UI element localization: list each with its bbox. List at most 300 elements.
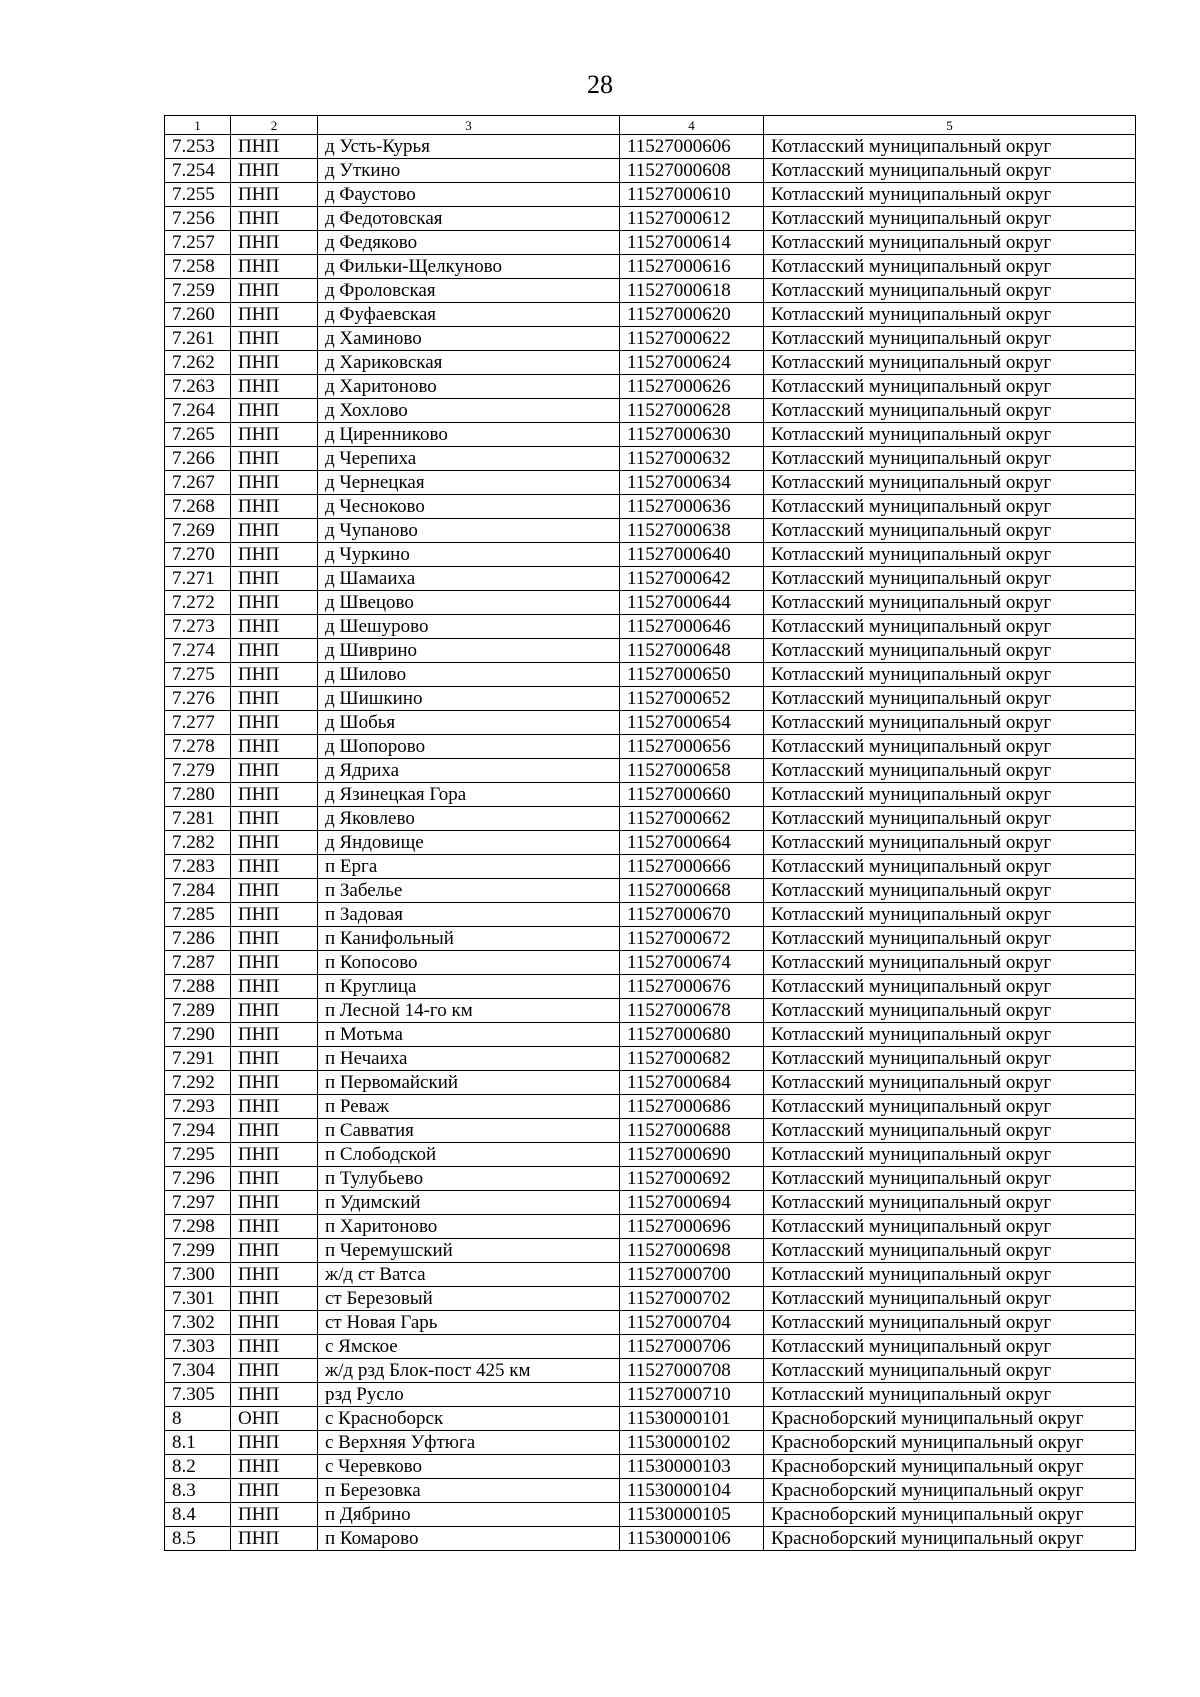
settlement-name-cell: д Хариковская [318,351,620,375]
settlement-name-cell: п Савватия [318,1119,620,1143]
settlement-type-cell: ПНП [231,351,318,375]
table-row [165,519,1136,543]
settlement-name-cell: д Шишкино [318,687,620,711]
settlement-name-cell: п Березовка [318,1479,620,1503]
oktmo-code-cell: 11530000104 [620,1479,764,1503]
column-header-3: 3 [318,116,620,135]
settlement-name-cell: д Чупаново [318,519,620,543]
settlement-name-cell: ст Березовый [318,1287,620,1311]
table-row [165,1095,1136,1119]
table-row [165,711,1136,735]
row-number-cell: 8 [165,1407,231,1431]
municipality-cell: Котласский муниципальный округ [764,1047,1136,1071]
column-header-1: 1 [165,116,231,135]
settlement-type-cell: ПНП [231,1095,318,1119]
oktmo-code-cell: 11527000664 [620,831,764,855]
column-header-2: 2 [231,116,318,135]
oktmo-code-cell: 11527000652 [620,687,764,711]
table-row [165,279,1136,303]
row-number-cell: 7.284 [165,879,231,903]
settlement-type-cell: ПНП [231,783,318,807]
municipality-cell: Котласский муниципальный округ [764,855,1136,879]
oktmo-code-cell: 11527000606 [620,135,764,159]
settlement-type-cell: ПНП [231,687,318,711]
settlement-name-cell: п Лесной 14-го км [318,999,620,1023]
oktmo-code-cell: 11527000696 [620,1215,764,1239]
settlement-name-cell: д Харитоново [318,375,620,399]
municipality-cell: Котласский муниципальный округ [764,927,1136,951]
settlement-type-cell: ПНП [231,831,318,855]
oktmo-code-cell: 11527000706 [620,1335,764,1359]
oktmo-code-cell: 11527000636 [620,495,764,519]
municipality-cell: Котласский муниципальный округ [764,975,1136,999]
table-row [165,1335,1136,1359]
settlement-type-cell: ПНП [231,423,318,447]
table-row [165,375,1136,399]
settlement-type-cell: ПНП [231,1191,318,1215]
municipality-cell: Котласский муниципальный округ [764,471,1136,495]
settlement-name-cell: д Шопорово [318,735,620,759]
table-row [165,783,1136,807]
oktmo-code-cell: 11527000656 [620,735,764,759]
settlement-type-cell: ПНП [231,1215,318,1239]
settlement-type-cell: ПНП [231,807,318,831]
oktmo-code-cell: 11527000708 [620,1359,764,1383]
table-row [165,855,1136,879]
oktmo-code-cell: 11527000702 [620,1287,764,1311]
settlement-name-cell: д Швецово [318,591,620,615]
oktmo-code-cell: 11527000640 [620,543,764,567]
row-number-cell: 7.254 [165,159,231,183]
row-number-cell: 7.300 [165,1263,231,1287]
table-row [165,231,1136,255]
row-number-cell: 7.290 [165,1023,231,1047]
page-number: 28 [587,70,613,99]
municipality-cell: Красноборский муниципальный округ [764,1479,1136,1503]
municipality-cell: Котласский муниципальный округ [764,351,1136,375]
table-row [165,495,1136,519]
table-row [165,1023,1136,1047]
table-row [165,999,1136,1023]
oktmo-code-cell: 11527000678 [620,999,764,1023]
row-number-cell: 7.305 [165,1383,231,1407]
settlement-name-cell: п Слободской [318,1143,620,1167]
row-number-cell: 7.275 [165,663,231,687]
settlement-type-cell: ПНП [231,1455,318,1479]
settlement-type-cell: ПНП [231,927,318,951]
row-number-cell: 7.278 [165,735,231,759]
municipality-cell: Котласский муниципальный округ [764,135,1136,159]
settlement-name-cell: д Фроловская [318,279,620,303]
oktmo-code-cell: 11527000654 [620,711,764,735]
settlement-type-cell: ПНП [231,447,318,471]
settlement-type-cell: ПНП [231,1383,318,1407]
settlement-name-cell: д Фаустово [318,183,620,207]
table-row [165,1479,1136,1503]
municipality-cell: Котласский муниципальный округ [764,183,1136,207]
row-number-cell: 7.263 [165,375,231,399]
row-number-cell: 8.1 [165,1431,231,1455]
settlement-type-cell: ПНП [231,1359,318,1383]
municipality-cell: Котласский муниципальный округ [764,831,1136,855]
row-number-cell: 7.262 [165,351,231,375]
table-row [165,1359,1136,1383]
oktmo-code-cell: 11527000684 [620,1071,764,1095]
municipality-cell: Котласский муниципальный округ [764,567,1136,591]
oktmo-code-cell: 11527000612 [620,207,764,231]
settlement-type-cell: ПНП [231,135,318,159]
municipality-cell: Котласский муниципальный округ [764,543,1136,567]
oktmo-code-cell: 11527000618 [620,279,764,303]
oktmo-code-cell: 11527000632 [620,447,764,471]
table-row [165,567,1136,591]
municipality-cell: Котласский муниципальный округ [764,1167,1136,1191]
municipality-cell: Котласский муниципальный округ [764,1071,1136,1095]
oktmo-code-cell: 11527000626 [620,375,764,399]
table-row [165,831,1136,855]
table-row [165,927,1136,951]
table-row [165,303,1136,327]
table-row [165,807,1136,831]
settlement-type-cell: ПНП [231,543,318,567]
oktmo-code-cell: 11527000658 [620,759,764,783]
oktmo-code-cell: 11527000690 [620,1143,764,1167]
settlement-name-cell: д Федотовская [318,207,620,231]
settlement-name-cell: п Круглица [318,975,620,999]
settlement-type-cell: ПНП [231,1503,318,1527]
table-row [165,1239,1136,1263]
municipality-cell: Котласский муниципальный округ [764,663,1136,687]
row-number-cell: 7.271 [165,567,231,591]
municipality-cell: Котласский муниципальный округ [764,1023,1136,1047]
settlement-name-cell: с Ямское [318,1335,620,1359]
oktmo-code-cell: 11527000608 [620,159,764,183]
settlement-name-cell: п Канифольный [318,927,620,951]
municipality-cell: Котласский муниципальный округ [764,783,1136,807]
municipality-cell: Котласский муниципальный округ [764,735,1136,759]
row-number-cell: 7.299 [165,1239,231,1263]
settlement-type-cell: ПНП [231,975,318,999]
settlement-name-cell: д Хохлово [318,399,620,423]
oktmo-code-cell: 11530000103 [620,1455,764,1479]
row-number-cell: 7.286 [165,927,231,951]
settlement-type-cell: ПНП [231,903,318,927]
settlement-name-cell: п Черемушский [318,1239,620,1263]
settlement-type-cell: ПНП [231,759,318,783]
table-row [165,1071,1136,1095]
settlement-type-cell: ПНП [231,207,318,231]
settlement-type-cell: ПНП [231,1071,318,1095]
table-row [165,903,1136,927]
oktmo-code-cell: 11527000674 [620,951,764,975]
oktmo-code-cell: 11527000624 [620,351,764,375]
municipality-cell: Котласский муниципальный округ [764,1383,1136,1407]
settlement-name-cell: д Чесноково [318,495,620,519]
settlement-name-cell: д Чернецкая [318,471,620,495]
municipality-cell: Котласский муниципальный округ [764,1143,1136,1167]
municipality-cell: Красноборский муниципальный округ [764,1503,1136,1527]
settlement-type-cell: ПНП [231,1023,318,1047]
oktmo-code-cell: 11527000662 [620,807,764,831]
row-number-cell: 7.256 [165,207,231,231]
row-number-cell: 7.276 [165,687,231,711]
settlement-name-cell: п Ерга [318,855,620,879]
oktmo-code-cell: 11527000648 [620,639,764,663]
settlement-name-cell: п Тулубьево [318,1167,620,1191]
municipality-cell: Котласский муниципальный округ [764,903,1136,927]
municipality-cell: Котласский муниципальный округ [764,1095,1136,1119]
row-number-cell: 7.304 [165,1359,231,1383]
table-row [165,447,1136,471]
oktmo-code-cell: 11527000614 [620,231,764,255]
settlement-name-cell: д Фильки-Щелкуново [318,255,620,279]
row-number-cell: 7.292 [165,1071,231,1095]
settlement-type-cell: ПНП [231,567,318,591]
municipality-cell: Котласский муниципальный округ [764,207,1136,231]
settlement-name-cell: с Красноборск [318,1407,620,1431]
settlement-name-cell: д Усть-Курья [318,135,620,159]
table-row [165,351,1136,375]
row-number-cell: 8.4 [165,1503,231,1527]
table-row [165,1215,1136,1239]
municipality-cell: Котласский муниципальный округ [764,279,1136,303]
settlement-type-cell: ПНП [231,615,318,639]
municipality-cell: Котласский муниципальный округ [764,327,1136,351]
table-row [165,327,1136,351]
municipality-cell: Котласский муниципальный округ [764,711,1136,735]
municipality-cell: Котласский муниципальный округ [764,423,1136,447]
table-row [165,207,1136,231]
settlement-name-cell: п Забелье [318,879,620,903]
row-number-cell: 7.255 [165,183,231,207]
settlement-name-cell: д Федяково [318,231,620,255]
settlement-type-cell: ПНП [231,1119,318,1143]
settlement-name-cell: рзд Русло [318,1383,620,1407]
oktmo-code-cell: 11527000680 [620,1023,764,1047]
table-row [165,615,1136,639]
oktmo-code-cell: 11527000646 [620,615,764,639]
settlement-type-cell: ПНП [231,1143,318,1167]
row-number-cell: 8.3 [165,1479,231,1503]
row-number-cell: 7.269 [165,519,231,543]
settlement-name-cell: д Чуркино [318,543,620,567]
table-row [165,255,1136,279]
settlement-type-cell: ПНП [231,327,318,351]
oktmo-code-cell: 11527000628 [620,399,764,423]
table-body [165,135,1136,1551]
settlement-name-cell: п Нечаиха [318,1047,620,1071]
table-row [165,975,1136,999]
settlement-type-cell: ПНП [231,255,318,279]
municipality-cell: Котласский муниципальный округ [764,303,1136,327]
settlement-name-cell: п Харитоново [318,1215,620,1239]
settlement-type-cell: ПНП [231,1431,318,1455]
row-number-cell: 7.277 [165,711,231,735]
settlement-name-cell: д Фуфаевская [318,303,620,327]
row-number-cell: 7.298 [165,1215,231,1239]
table-header [165,116,1136,135]
oktmo-code-cell: 11527000622 [620,327,764,351]
settlement-name-cell: д Уткино [318,159,620,183]
settlement-type-cell: ПНП [231,399,318,423]
settlement-type-cell: ПНП [231,951,318,975]
municipality-cell: Котласский муниципальный округ [764,639,1136,663]
municipality-cell: Котласский муниципальный округ [764,1239,1136,1263]
row-number-cell: 7.293 [165,1095,231,1119]
oktmo-code-cell: 11527000666 [620,855,764,879]
municipality-cell: Котласский муниципальный округ [764,231,1136,255]
settlement-type-cell: ПНП [231,711,318,735]
oktmo-code-cell: 11527000688 [620,1119,764,1143]
municipality-cell: Котласский муниципальный округ [764,1119,1136,1143]
table-row [165,1503,1136,1527]
settlement-type-cell: ПНП [231,519,318,543]
row-number-cell: 7.288 [165,975,231,999]
column-header-4: 4 [620,116,764,135]
settlement-type-cell: ПНП [231,1047,318,1071]
oktmo-code-cell: 11527000670 [620,903,764,927]
settlement-type-cell: ПНП [231,1239,318,1263]
oktmo-code-cell: 11527000644 [620,591,764,615]
table-row [165,1263,1136,1287]
row-number-cell: 7.280 [165,783,231,807]
row-number-cell: 7.274 [165,639,231,663]
row-number-cell: 7.303 [165,1335,231,1359]
municipality-cell: Котласский муниципальный округ [764,375,1136,399]
oktmo-code-cell: 11527000694 [620,1191,764,1215]
oktmo-code-cell: 11530000102 [620,1431,764,1455]
settlement-name-cell: д Шешурово [318,615,620,639]
oktmo-code-cell: 11527000704 [620,1311,764,1335]
settlement-type-cell: ПНП [231,183,318,207]
settlement-name-cell: д Шобья [318,711,620,735]
oktmo-code-cell: 11527000676 [620,975,764,999]
settlement-type-cell: ПНП [231,1527,318,1551]
oktmo-code-cell: 11530000105 [620,1503,764,1527]
municipality-cell: Котласский муниципальный округ [764,687,1136,711]
municipality-cell: Котласский муниципальный округ [764,1215,1136,1239]
table-row [165,663,1136,687]
settlement-name-cell: п Первомайский [318,1071,620,1095]
oktmo-code-cell: 11527000686 [620,1095,764,1119]
row-number-cell: 7.283 [165,855,231,879]
oktmo-code-cell: 11527000700 [620,1263,764,1287]
municipality-cell: Котласский муниципальный округ [764,399,1136,423]
table-row [165,1407,1136,1431]
oktmo-code-cell: 11527000634 [620,471,764,495]
municipality-cell: Котласский муниципальный округ [764,447,1136,471]
table-row [165,879,1136,903]
row-number-cell: 7.291 [165,1047,231,1071]
row-number-cell: 7.296 [165,1167,231,1191]
settlement-name-cell: д Черепиха [318,447,620,471]
row-number-cell: 7.266 [165,447,231,471]
row-number-cell: 7.297 [165,1191,231,1215]
table-row [165,687,1136,711]
oktmo-code-cell: 11527000698 [620,1239,764,1263]
table-row [165,135,1136,159]
settlement-name-cell: п Задовая [318,903,620,927]
settlement-type-cell: ПНП [231,1335,318,1359]
table-row [165,1431,1136,1455]
table-row [165,639,1136,663]
table-row [165,759,1136,783]
table-row [165,951,1136,975]
oktmo-code-cell: 11527000610 [620,183,764,207]
oktmo-code-cell: 11527000668 [620,879,764,903]
table-header-row [165,116,1136,135]
settlement-type-cell: ПНП [231,879,318,903]
table-row [165,1527,1136,1551]
municipality-cell: Котласский муниципальный округ [764,807,1136,831]
row-number-cell: 7.265 [165,423,231,447]
settlement-name-cell: с Верхняя Уфтюга [318,1431,620,1455]
oktmo-code-cell: 11527000692 [620,1167,764,1191]
settlement-type-cell: ПНП [231,279,318,303]
municipality-cell: Котласский муниципальный округ [764,879,1136,903]
oktmo-code-cell: 11527000638 [620,519,764,543]
row-number-cell: 7.267 [165,471,231,495]
settlement-name-cell: ст Новая Гарь [318,1311,620,1335]
row-number-cell: 7.281 [165,807,231,831]
settlement-name-cell: с Черевково [318,1455,620,1479]
municipality-cell: Котласский муниципальный округ [764,1359,1136,1383]
row-number-cell: 7.259 [165,279,231,303]
table-row [165,543,1136,567]
settlement-type-cell: ОНП [231,1407,318,1431]
settlement-type-cell: ПНП [231,1479,318,1503]
oktmo-code-cell: 11527000630 [620,423,764,447]
oktmo-code-cell: 11527000620 [620,303,764,327]
settlement-type-cell: ПНП [231,303,318,327]
municipality-cell: Котласский муниципальный округ [764,999,1136,1023]
municipality-cell: Котласский муниципальный округ [764,1287,1136,1311]
settlement-name-cell: д Яковлево [318,807,620,831]
municipality-cell: Котласский муниципальный округ [764,495,1136,519]
settlement-type-cell: ПНП [231,999,318,1023]
settlement-name-cell: п Мотьма [318,1023,620,1047]
settlement-name-cell: п Удимский [318,1191,620,1215]
settlement-name-cell: п Реваж [318,1095,620,1119]
settlement-type-cell: ПНП [231,1311,318,1335]
municipality-cell: Котласский муниципальный округ [764,1263,1136,1287]
settlement-type-cell: ПНП [231,1287,318,1311]
row-number-cell: 7.258 [165,255,231,279]
table-row [165,1311,1136,1335]
settlement-name-cell: д Шамаиха [318,567,620,591]
settlement-name-cell: п Копосово [318,951,620,975]
table-row [165,183,1136,207]
row-number-cell: 7.257 [165,231,231,255]
oktmo-code-cell: 11530000106 [620,1527,764,1551]
oktmo-code-cell: 11527000682 [620,1047,764,1071]
oktmo-code-cell: 11527000672 [620,927,764,951]
settlement-type-cell: ПНП [231,591,318,615]
settlement-type-cell: ПНП [231,735,318,759]
table-row [165,591,1136,615]
table-row [165,1191,1136,1215]
settlement-name-cell: д Ядриха [318,759,620,783]
table-row [165,423,1136,447]
municipality-cell: Красноборский муниципальный округ [764,1431,1136,1455]
settlement-type-cell: ПНП [231,855,318,879]
column-header-5: 5 [764,116,1136,135]
municipality-cell: Котласский муниципальный округ [764,159,1136,183]
settlement-name-cell: д Яндовище [318,831,620,855]
oktmo-code-cell: 11527000710 [620,1383,764,1407]
row-number-cell: 7.302 [165,1311,231,1335]
table-row [165,1167,1136,1191]
